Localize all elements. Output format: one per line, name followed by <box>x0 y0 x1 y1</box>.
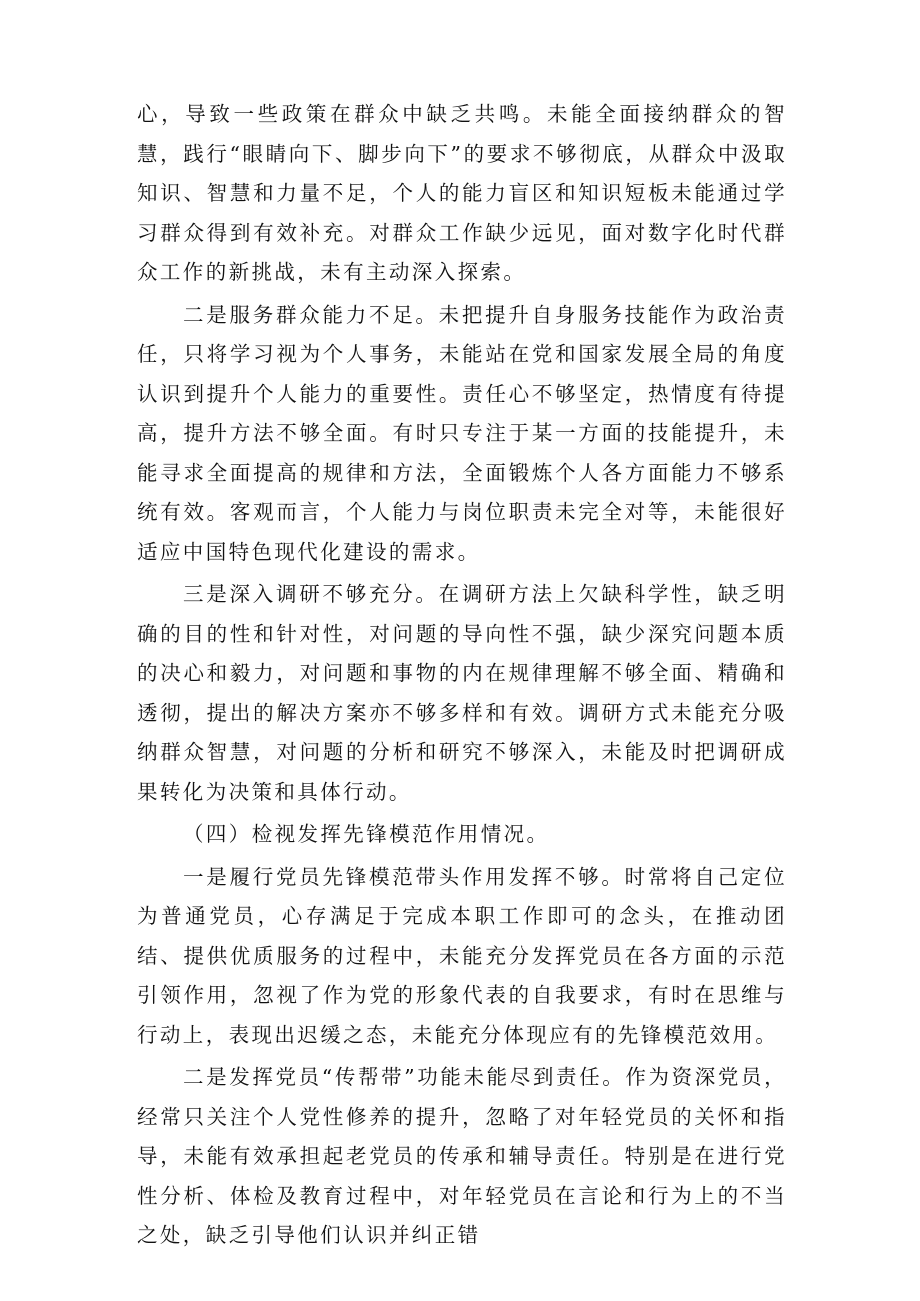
paragraph-mentoring: 二是发挥党员“传帮带”功能未能尽到责任。作为资深党员，经常只关注个人党性修养的提升，忽略了对年轻党员的关怀和指导，未能有效承担起老党员的传承和辅导责任。特别是在进行党性分析、体检及教育过程中，对年轻党员在言论和行为上的不当之处，缺乏引导他们认识并纠正错 <box>137 1065 787 1247</box>
paragraph-service-ability: 二是服务群众能力不足。未把提升自身服务技能作为政治责任，只将学习视为个人事务，未能站在党和国家发展全局的角度认识到提升个人能力的重要性。责任心不够坚定，热情度有待提高，提升方法不够全面。有时只专注于某一方面的技能提升，未能寻求全面提高的规律和方法，全面锻炼个人各方面能力不够系统有效。客观而言，个人能力与岗位职责未完全对等，未能很好适应中国特色现代化建设的需求。 <box>137 302 787 564</box>
document-body <box>137 95 787 1256</box>
paragraph-vanguard-role: 一是履行党员先锋模范带头作用发挥不够。时常将自己定位为普通党员，心存满足于完成本职工作即可的念头，在推动团结、提供优质服务的过程中，未能充分发挥党员在各方面的示范引领作用，忽视了作为党的形象代表的自我要求，有时在思维与行动上，表现出迟缓之态，未能充分体现应有的先锋模范效用。 <box>137 864 787 1047</box>
paragraph-continuation: 心，导致一些政策在群众中缺乏共鸣。未能全面接纳群众的智慧，践行“眼睛向下、脚步向下”的要求不够彻底，从群众中汲取知识、智慧和力量不足，个人的能力盲区和知识短板未能通过学习群众得到有效补充。对群众工作缺少远见，面对数字化时代群众工作的新挑战，未有主动深入探索。 <box>137 102 787 284</box>
section-heading-four: （四）检视发挥先锋模范作用情况。 <box>183 822 550 846</box>
paragraph-research: 三是深入调研不够充分。在调研方法上欠缺科学性，缺乏明确的目的性和针对性，对问题的导向性不强，缺少深究问题本质的决心和毅力，对问题和事物的内在规律理解不够全面、精确和透彻，提出的解决方案亦不够多样和有效。调研方式未能充分吸纳群众智慧，对问题的分析和研究不够深入，未能及时把调研成果转化为决策和具体行动。 <box>137 582 787 804</box>
